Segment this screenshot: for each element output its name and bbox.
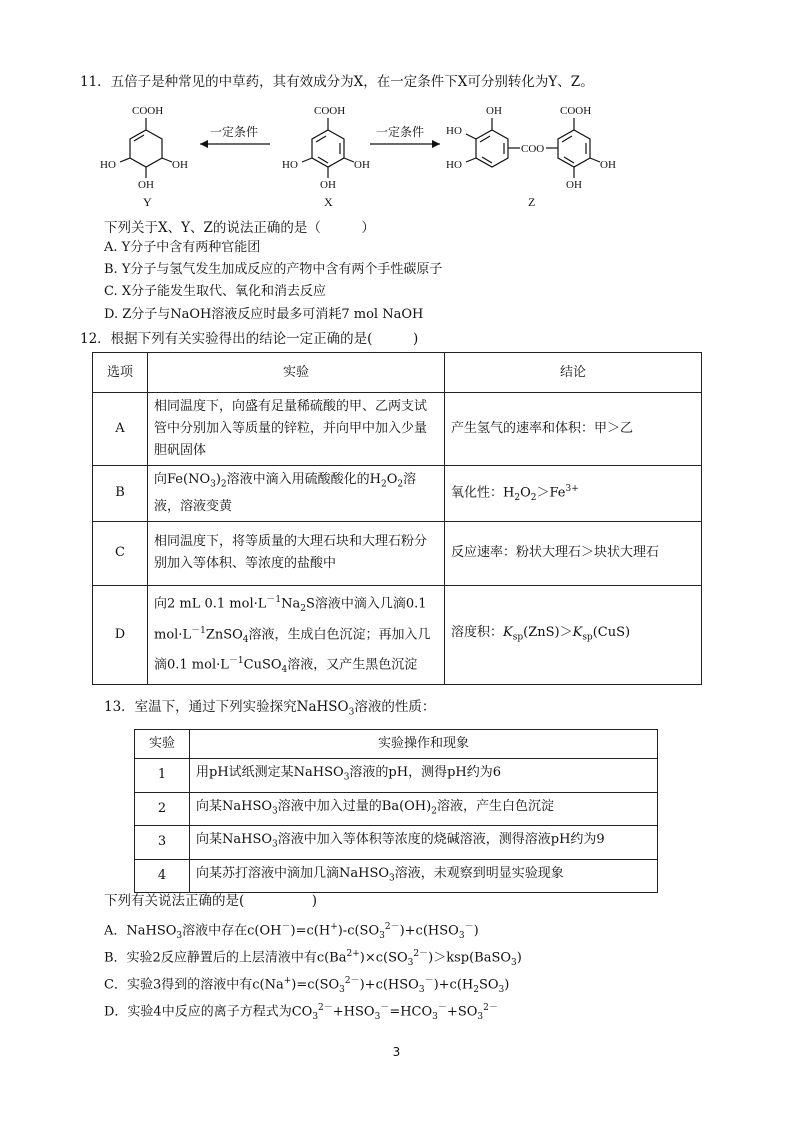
header-option: 选项: [93, 353, 148, 393]
y-ho: HO: [100, 159, 116, 171]
label-x: X: [324, 195, 333, 209]
x-oh-bottom: OH: [320, 179, 336, 191]
table-row: [93, 466, 702, 522]
y-oh-right: OH: [172, 159, 188, 171]
z-oh-top: OH: [486, 105, 502, 117]
condition-left: 一定条件: [210, 125, 259, 139]
q13-stem: 13．室温下，通过下列实验探究NaHSO$_3$溶液的性质：: [104, 699, 436, 718]
y-oh-bottom: OH: [138, 179, 154, 191]
row-experiment: 相同温度下，向盛有足量稀硫酸的甲、乙两支试管中分别加入等质量的锌粒，并向甲中加入少量胆矾固体: [148, 393, 445, 466]
row-experiment: 向2 mL 0.1 $mol\cdot L^{-1}Na_2S$溶液中滴入几滴0.1 $mol\cdot L^{-1}ZnSO_4$溶液，生成白色沉淀；再加入几滴0.1 $mol\cdot L^{-1}CuSO_4$溶液，又产生黑色沉淀: [148, 585, 445, 685]
row-operation: 向某NaHSO$_3$溶液中加入过量的$Ba(OH)_2$溶液，产生白色沉淀: [190, 792, 658, 826]
header-conclusion: 结论: [445, 353, 702, 393]
q11-option-b: B. Y分子与氢气发生加成反应的产物中含有两个手性碳原子: [104, 262, 443, 277]
row-experiment: 相同温度下，将等质量的大理石块和大理石粉分别加入等体积、等浓度的盐酸中: [148, 521, 445, 585]
z-oh-bottom: OH: [566, 179, 582, 191]
q11-stem: 11．五倍子是种常见的中草药，其有效成分为X，在一定条件下X可分别转化为Y、Z。: [80, 74, 594, 90]
z-ho-upper: HO: [446, 125, 462, 137]
q12-stem: 12．根据下列有关实验得出的结论一定正确的是( ): [80, 331, 419, 347]
table-row: [135, 792, 658, 826]
header-operation: 实验操作和现象: [190, 730, 658, 759]
row-number: 4: [135, 859, 190, 893]
row-key: A: [93, 393, 148, 466]
q11-prompt: 下列关于X、Y、Z的说法正确的是（ ）: [104, 220, 375, 236]
molecule-y: [120, 118, 172, 178]
q13-option-a: A．NaHSO$_3$溶液中存在$c(OH^-)=c(H^+)-c(SO_3^{2-})+c(HSO_3^-)$: [104, 922, 479, 941]
table-header-row: [135, 730, 658, 759]
table-row: [93, 585, 702, 685]
label-y: Y: [143, 195, 152, 209]
header-experiment: 实验: [148, 353, 445, 393]
q11-reaction-scheme: [90, 96, 650, 214]
z-oh-right: OH: [600, 159, 616, 171]
row-operation: 用pH试纸测定某NaHSO$_3$溶液的pH，测得pH约为6: [190, 759, 658, 793]
y-cooh: COOH: [132, 105, 164, 117]
z-coo: COO: [521, 143, 545, 155]
q13-prompt: 下列有关说法正确的是( ): [104, 893, 318, 909]
row-conclusion: 产生氢气的速率和体积：甲＞乙: [445, 393, 702, 466]
row-number: 3: [135, 826, 190, 860]
row-key: C: [93, 521, 148, 585]
table-row: [93, 521, 702, 585]
q13-option-b: B．实验2反应静置后的上层清液中有$c(Ba^{2+})\times c(SO_3^{2-})>ksp(BaSO_3)$: [104, 949, 522, 968]
row-number: 1: [135, 759, 190, 793]
row-conclusion: 氧化性：$H_2O_2>Fe^{3+}$: [445, 466, 702, 522]
molecule-x: [302, 118, 354, 178]
row-number: 2: [135, 792, 190, 826]
page-number: 3: [392, 1045, 401, 1059]
row-key: D: [93, 585, 148, 685]
q13-option-c: C．实验3得到的溶液中有$c(Na^+)=c(SO_3^{2-})+c(HSO_3^-)+c(H_2SO_3)$: [104, 976, 510, 995]
x-ho: HO: [282, 159, 298, 171]
row-operation: 向某苏打溶液中滴加几滴NaHSO$_3$溶液，未观察到明显实验现象: [190, 859, 658, 893]
q11-option-c: C. X分子能发生取代、氧化和消去反应: [104, 284, 327, 299]
table-row: [135, 826, 658, 860]
z-cooh: COOH: [560, 105, 592, 117]
row-operation: 向某NaHSO$_3$溶液中加入等体积等浓度的烧碱溶液，测得溶液pH约为9: [190, 826, 658, 860]
z-ho-lower: HO: [446, 159, 462, 171]
row-conclusion: 溶度积：$K_{sp}(ZnS)>K_{sp}(CuS)$: [445, 585, 702, 685]
header-number: 实验: [135, 730, 190, 759]
table-row: [93, 393, 702, 466]
q13-option-d: D．实验4中反应的离子方程式为$CO_3^{2-}+HSO_3^-=HCO_3^-+SO_3^{2-}$: [104, 1003, 498, 1022]
q11-option-a: A. Y分子中含有两种官能团: [104, 240, 261, 255]
label-z: Z: [528, 195, 536, 209]
table-row: [135, 759, 658, 793]
x-cooh: COOH: [314, 105, 346, 117]
row-experiment: 向$Fe(NO_3)_2$溶液中滴入用硫酸酸化的$H_2O_2$溶液，溶液变黄: [148, 466, 445, 522]
arrow-to-z-head: [432, 140, 440, 148]
q11-option-d: D. Z分子与NaOH溶液反应时最多可消耗7 mol NaOH: [104, 307, 424, 322]
condition-right: 一定条件: [376, 125, 425, 139]
table-row: [135, 859, 658, 893]
table-header-row: [93, 353, 702, 393]
arrow-to-y-head: [200, 140, 208, 148]
x-oh-right: OH: [354, 159, 370, 171]
q12-table: [92, 352, 702, 685]
row-conclusion: 反应速率：粉状大理石＞块状大理石: [445, 521, 702, 585]
row-key: B: [93, 466, 148, 522]
q13-table: [134, 729, 658, 893]
